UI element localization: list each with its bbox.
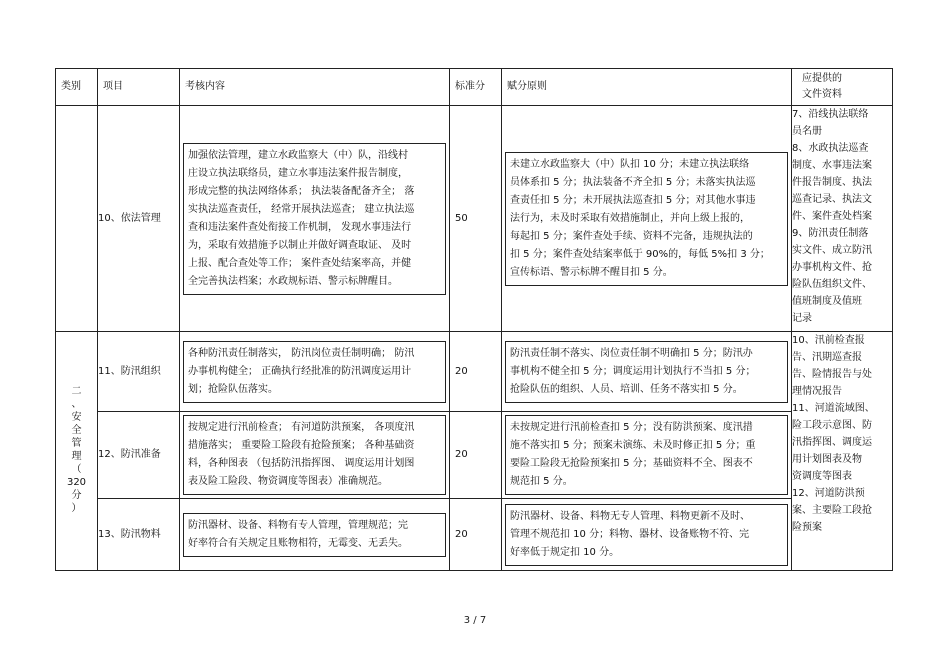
category-label: 二 、 安 全 管 理 （ 320 分 ） [66, 385, 87, 514]
item-cell: 12、防汛准备 [98, 412, 180, 499]
item-cell: 11、防汛组织 [98, 332, 180, 412]
header-score: 标准分 [450, 69, 502, 106]
item-cell: 10、依法管理 [98, 106, 180, 332]
principle-text: 未建立水政监察大（中）队扣 10 分；未建立执法联络 员体系扣 5 分；执法装备不齐全扣 5 分；未落实执法巡 查责任扣 5 分；未开展执法巡查扣 5 分；对其他水事违 法行为，未及时采取有效措施制止，并向上级上报的， 每起扣 5 分；案件查处手续、资料不完备，违规执法的 扣 5 分；案件查处结案率低于 90%的，每低 5%扣 3 分； 宣传标语、警示标牌不醒目扣 5 分。 [505, 152, 788, 286]
score-cell: 20 [450, 412, 502, 499]
principle-cell [502, 499, 792, 571]
header-content: 考核内容 [180, 69, 450, 106]
table-row [56, 499, 893, 571]
score-cell: 20 [450, 332, 502, 412]
principle-text: 防汛器材、设备、料物无专人管理、料物更新不及时、 管理不规范扣 10 分；料物、器材、设备账物不符、完 好率低于规定扣 10 分。 [505, 504, 788, 566]
page-number: 3 / 7 [463, 615, 487, 626]
content-text: 防汛器材、设备、料物有专人管理，管理规范；完 好率符合有关规定且账物相符，无霉变、无丢失。 [183, 513, 446, 557]
docs-cell: 7、沿线执法联络 员名册 8、水政执法巡查 制度、水事违法案 件报告制度、执法 巡查记录、执法文 件、案件查处档案 9、防汛责任制落 实文件、成立防汛 办事机构文件、抢 险队伍组织文件、 值班制度及值班 记录 [792, 106, 893, 332]
assessment-table [55, 68, 893, 571]
principle-cell [502, 106, 792, 332]
score-cell: 20 [450, 499, 502, 571]
item-cell: 13、防汛物料 [98, 499, 180, 571]
table-row [56, 412, 893, 499]
principle-text: 未按规定进行汛前检查扣 5 分；没有防洪预案、度汛措 施不落实扣 5 分；预案未演练、未及时修正扣 5 分；重 要险工险段无抢险预案扣 5 分；基础资料不全、图表不 规范扣 5 分。 [505, 415, 788, 495]
category-cell-empty [56, 106, 98, 332]
category-cell [56, 332, 98, 571]
score-cell: 50 [450, 106, 502, 332]
content-text: 按规定进行汛前检查； 有河道防洪预案， 各项度汛 措施落实； 重要险工险段有抢险预案； 各种基础资 料，各种图表 （包括防汛指挥图、 调度运用计划图 表及险工险段、物资调度等图表）准确规范。 [183, 415, 446, 495]
content-cell [180, 412, 450, 499]
header-item: 项目 [98, 69, 180, 106]
table-header-row [56, 69, 893, 106]
content-cell [180, 499, 450, 571]
docs-cell: 10、汛前检查报 告、汛期巡查报 告、险情报告与处 理情况报告 11、河道流域图、 险工段示意图、防 汛指挥图、调度运 用计划图表及物 资调度等图表 12、河道防洪预 案、主要险工段抢 险预案 [792, 332, 893, 571]
principle-cell [502, 332, 792, 412]
header-category: 类别 [56, 69, 98, 106]
header-principle: 赋分原则 [502, 69, 792, 106]
header-docs: 应提供的 文件资料 [792, 69, 893, 106]
table-row [56, 106, 893, 332]
content-cell [180, 332, 450, 412]
content-text: 各种防汛责任制落实， 防汛岗位责任制明确； 防汛 办事机构健全； 正确执行经批准的防汛调度运用计 划；抢险队伍落实。 [183, 341, 446, 403]
principle-cell [502, 412, 792, 499]
principle-text: 防汛责任制不落实、岗位责任制不明确扣 5 分；防汛办 事机构不健全扣 5 分；调度运用计划执行不当扣 5 分； 抢险队伍的组织、人员、培训、任务不落实扣 5 分。 [505, 341, 788, 403]
table-row [56, 332, 893, 412]
content-text: 加强依法管理，建立水政监察大（中）队，沿线村 庄设立执法联络员，建立水事违法案件报告制度， 形成完整的执法网络体系； 执法装备配备齐全； 落 实执法巡查责任， 经常开展执法巡查； 建立执法巡 查和违法案件查处衔接工作机制， 发现水事违法行 为，采取有效措施予以制止并做好调查取证、 及时 上报、配合查处等工作； 案件查处结案率高，并健 全完善执法档案；水政规标语、警示标牌醒目。 [183, 143, 446, 295]
content-cell [180, 106, 450, 332]
